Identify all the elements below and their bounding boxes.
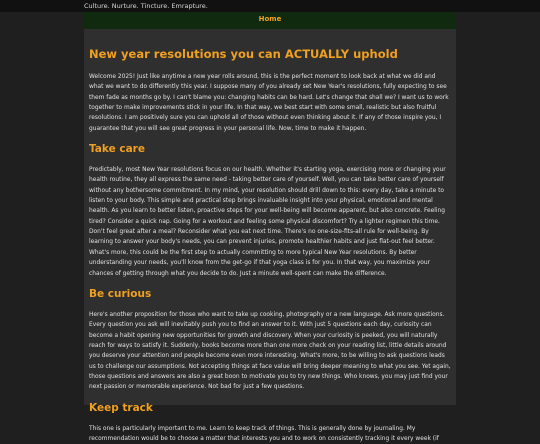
main-nav [84,12,456,30]
intro-paragraph: Welcome 2025! Just like anytime a new year rolls around, this is the perfect moment to look back at what we did and what we want to do differently this year. I suppose many of you already set New Year's resolutions, fully expecting to see them fade as months go by. I can't blame you: changing habits can be hard. Let's change that shall we? I want us to work together to make improvements stick in your life. In that way, we best start with some small, realistic but also fruitful resolutions. I am positively sure you can uphold all of those without even thinking about it. If any of those inspire you, I guarantee that you will see great progress in your personal life. Now, time to make it happen. [89,74,449,132]
section-body-keep-track: This one is particularly important to me. Learn to keep track of things. This is generally done by journaling. My recommendation would be to choose a matter that interests you and to work on consistently tracking it every week (if [89,425,439,442]
page-title: New year resolutions you can ACTUALLY uphold [89,47,398,61]
article-container [84,29,456,442]
section-heading-take-care: Take care [89,143,145,156]
nav-home-link[interactable]: Home [258,15,282,23]
site-tagline: Culture. Nurture. Tincture. Emrapture. [84,2,208,10]
top-bar [0,0,540,12]
article-body [84,29,456,444]
section-heading-be-curious: Be curious [89,287,152,300]
section-body-take-care: Predictably, most New Year resolutions focus on our health. Whether it's starting yoga, exercising more or changing your health routine, they all express the same need - taking better care of yourself. Well, you can take better care of yourself without any bothersome commitment. In my mind, your resolution should drill down to this: every day, take a minute to listen to your body. This simple and practical step brings invaluable insight into your physical, emotional and mental health. As you learn to better listen, proactive steps for your well-being will become apparent, but also concrete. Feeling tired? Consider a quick nap. Going for a workout and feeling some physical discomfort? Try a lighter regimen this time. Don't feel great after a meal? Reconsider what you eat next time. There's no one-size-fits-all rule for well-being. By learning to answer your body's needs, you can prevent injuries, promote healthier habits and just flat-out feel better. What's more, this could be the first step to actually committing to more typical New Year resolutions. By better understanding your needs, you'll know from the get-go if that yoga class is for you. In that way, you maximize your chances of getting through what you decide to do. Just a minute well-spent can make the difference. [89,167,446,277]
section-body-be-curious: Here's another proposition for those who want to take up cooking, photography or a new language. Ask more questions. Every question you ask will inevitably push you to find an answer to it. With just 5 questions each day, curiosity can become a habit opening new opportunities for growth and discovery. When your curiosity is peeked, you will naturally reach for ways to satisfy it. Suddenly, books become more than one more check on your reading list, little details around you deserve your attention and people become even more interesting. What's more, to be willing to ask questions leads us to challenge our assumptions. Not accepting things at face value will bring deeper meaning to what you see. Yet again, those questions and answers are also a great boon to motivate you to try new things. Who knows, you may just find your next passion or memorable experience. Not bad for just a few questions. [89,311,451,391]
section-heading-keep-track: Keep track [89,401,153,414]
